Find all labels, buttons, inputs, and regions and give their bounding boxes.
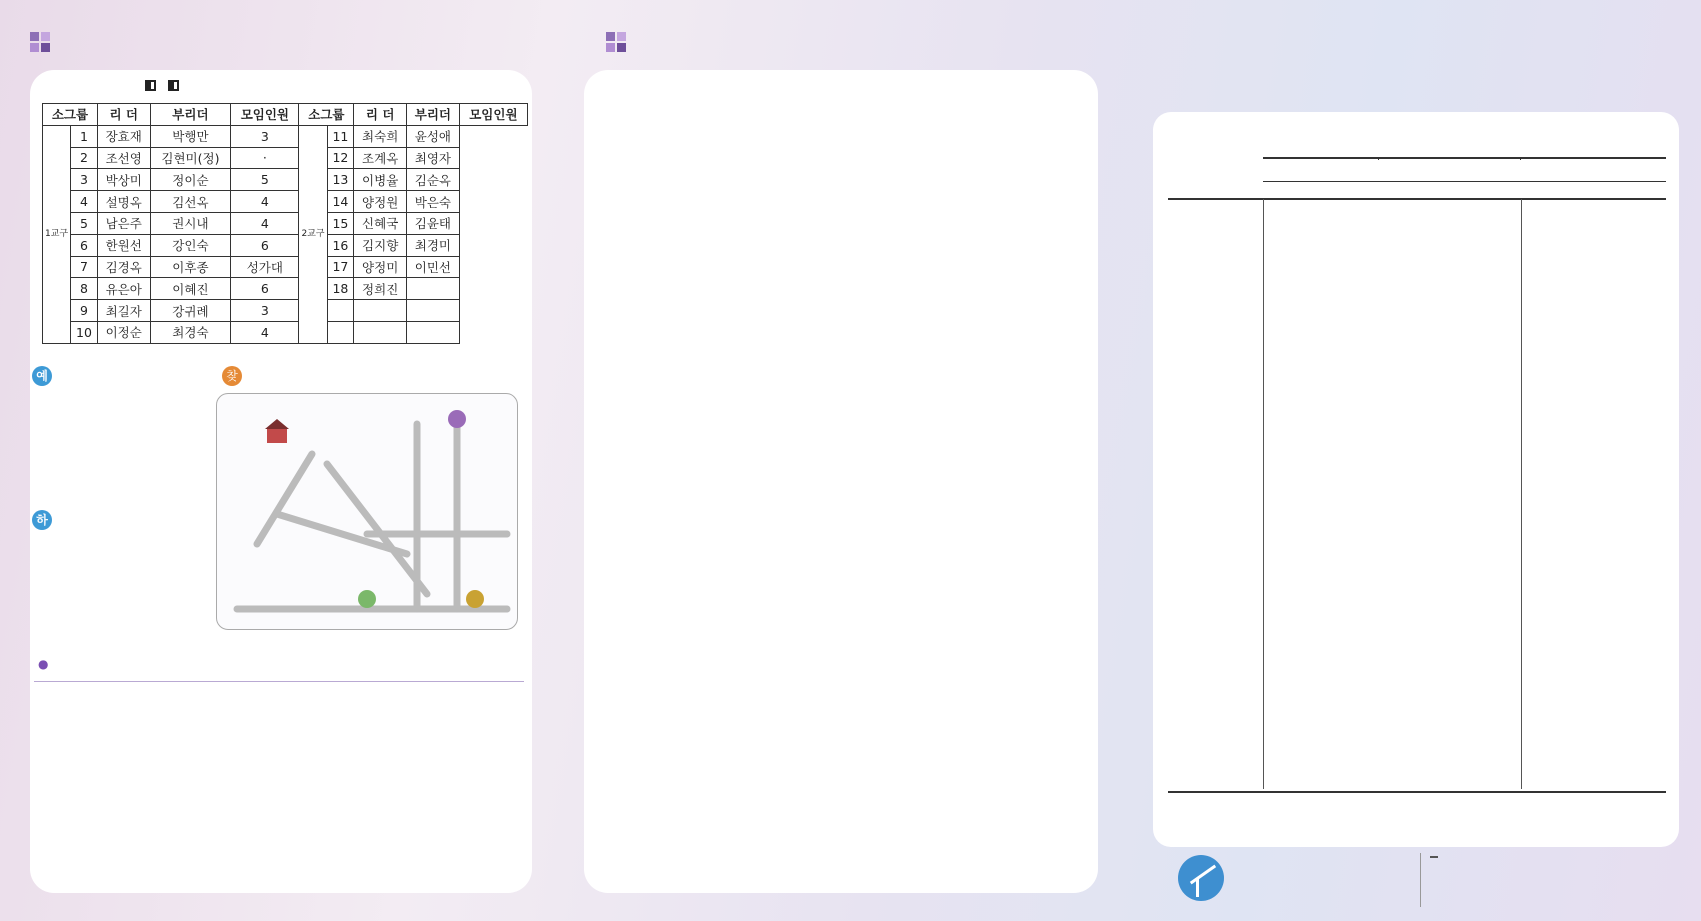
table-cell [407, 321, 460, 343]
table-cell: 16 [327, 234, 354, 256]
table-cell: 13 [327, 169, 354, 191]
table-cell: 정희진 [354, 278, 407, 300]
church-emblem-icon [1178, 855, 1224, 901]
table-cell [407, 278, 460, 300]
table-cell: 12 [327, 147, 354, 169]
table-row [43, 234, 528, 256]
table-row [43, 191, 528, 213]
table-row [43, 147, 528, 169]
circle-badge-icon: 찾 [222, 366, 242, 386]
table-cell [407, 300, 460, 322]
table-cell: 15 [327, 212, 354, 234]
service-1 [1263, 157, 1379, 160]
table-cell: 9 [71, 300, 98, 322]
table-cell: 박행만 [150, 125, 231, 147]
table-cell: 강인숙 [150, 234, 231, 256]
service-headers [1263, 157, 1666, 160]
table-cell: 최영자 [407, 147, 460, 169]
table-cell [354, 300, 407, 322]
table-cell: 설명옥 [97, 191, 150, 213]
table-row [43, 169, 528, 191]
table-cell: 이후종 [150, 256, 231, 278]
table-cell: 4 [231, 212, 299, 234]
staff-header [38, 657, 64, 671]
table-cell: 최숙희 [354, 125, 407, 147]
table-cell: 신혜국 [354, 212, 407, 234]
small-group-table [42, 103, 528, 344]
service-2 [1379, 157, 1521, 160]
service-3 [1521, 157, 1666, 160]
table-cell: 유은아 [97, 278, 150, 300]
table-cell: 3 [231, 300, 299, 322]
table-cell: 3 [71, 169, 98, 191]
table-cell: 김경옥 [97, 256, 150, 278]
table-cell [327, 300, 354, 322]
table-cell: 4 [71, 191, 98, 213]
table-cell: 3 [231, 125, 299, 147]
section-title-new-family [30, 32, 57, 52]
rule [1263, 181, 1666, 182]
table-row [43, 300, 528, 322]
box-icon [145, 80, 156, 91]
table-cell: 14 [327, 191, 354, 213]
table-cell [354, 321, 407, 343]
table-cell: 4 [231, 321, 299, 343]
table-header: 부리더 [150, 104, 231, 126]
table-row [43, 321, 528, 343]
divider [1420, 853, 1421, 907]
table-cell: 17 [327, 256, 354, 278]
table-header: 리 더 [354, 104, 407, 126]
table-cell: 조계옥 [354, 147, 407, 169]
table-cell: 6 [231, 278, 299, 300]
box-icon [168, 80, 179, 91]
table-cell: 18 [327, 278, 354, 300]
table-cell: 한원선 [97, 234, 150, 256]
table-cell: 1 [71, 125, 98, 147]
group-label-2: 2교구 [299, 125, 327, 343]
table-cell: · [231, 147, 299, 169]
table-header: 부리더 [407, 104, 460, 126]
reading-label-cell [1168, 413, 1263, 506]
section-title-news [606, 32, 633, 52]
table-cell: 이민선 [407, 256, 460, 278]
table-cell: 정이순 [150, 169, 231, 191]
table-row [43, 212, 528, 234]
table-cell: 최경숙 [150, 321, 231, 343]
table-cell [327, 321, 354, 343]
table-cell: 8 [71, 278, 98, 300]
map-roads [217, 394, 518, 630]
table-cell: 박은숙 [407, 191, 460, 213]
table-cell: 7 [71, 256, 98, 278]
table-cell: 김순옥 [407, 169, 460, 191]
table-header: 모임인원 [231, 104, 299, 126]
rule [1168, 791, 1666, 793]
grid-square-icon [30, 32, 50, 52]
table-cell: 강귀례 [150, 300, 231, 322]
table-cell: 김현미(정) [150, 147, 231, 169]
middle-panel [584, 70, 1098, 893]
table-header-row [43, 104, 528, 126]
table-cell: 2 [71, 147, 98, 169]
table-cell: 양정미 [354, 256, 407, 278]
table-cell: 6 [71, 234, 98, 256]
column-divider [1263, 199, 1264, 789]
table-cell: 남은주 [97, 212, 150, 234]
table-header: 리 더 [97, 104, 150, 126]
table-cell: 6 [231, 234, 299, 256]
table-cell: 5 [231, 169, 299, 191]
bullet-icon: ● [38, 657, 49, 671]
table-header: 소그룹 [299, 104, 354, 126]
table-cell: 장효재 [97, 125, 150, 147]
small-group-table-title [145, 80, 179, 91]
table-cell: 4 [231, 191, 299, 213]
table-cell: 성가대 [231, 256, 299, 278]
map-title [222, 366, 244, 386]
table-cell: 이정순 [97, 321, 150, 343]
circle-badge-icon: 예 [32, 366, 52, 386]
table-cell: 윤성애 [407, 125, 460, 147]
table-cell: 11 [327, 125, 354, 147]
table-row [43, 125, 528, 147]
directions-map[interactable] [216, 393, 518, 630]
table-cell: 이병율 [354, 169, 407, 191]
table-cell: 김지향 [354, 234, 407, 256]
table-cell: 최경미 [407, 234, 460, 256]
address [1430, 856, 1444, 858]
table-cell: 10 [71, 321, 98, 343]
hidream-title [32, 510, 54, 530]
table-cell: 5 [71, 212, 98, 234]
table-cell: 조선영 [97, 147, 150, 169]
divider [34, 681, 524, 682]
table-row [43, 278, 528, 300]
table-cell: 김선옥 [150, 191, 231, 213]
grid-square-icon [606, 32, 626, 52]
worship-time-title [32, 366, 54, 386]
table-row [43, 256, 528, 278]
table-cell: 이혜진 [150, 278, 231, 300]
table-cell: 김윤태 [407, 212, 460, 234]
table-cell: 양정원 [354, 191, 407, 213]
group-label-1: 1교구 [43, 125, 71, 343]
table-header: 소그룹 [43, 104, 98, 126]
table-cell: 최길자 [97, 300, 150, 322]
table-header: 모임인원 [459, 104, 527, 126]
table-cell: 박상미 [97, 169, 150, 191]
rule [1168, 198, 1666, 200]
circle-badge-icon: 하 [32, 510, 52, 530]
column-divider [1521, 199, 1522, 789]
table-cell: 권시내 [150, 212, 231, 234]
